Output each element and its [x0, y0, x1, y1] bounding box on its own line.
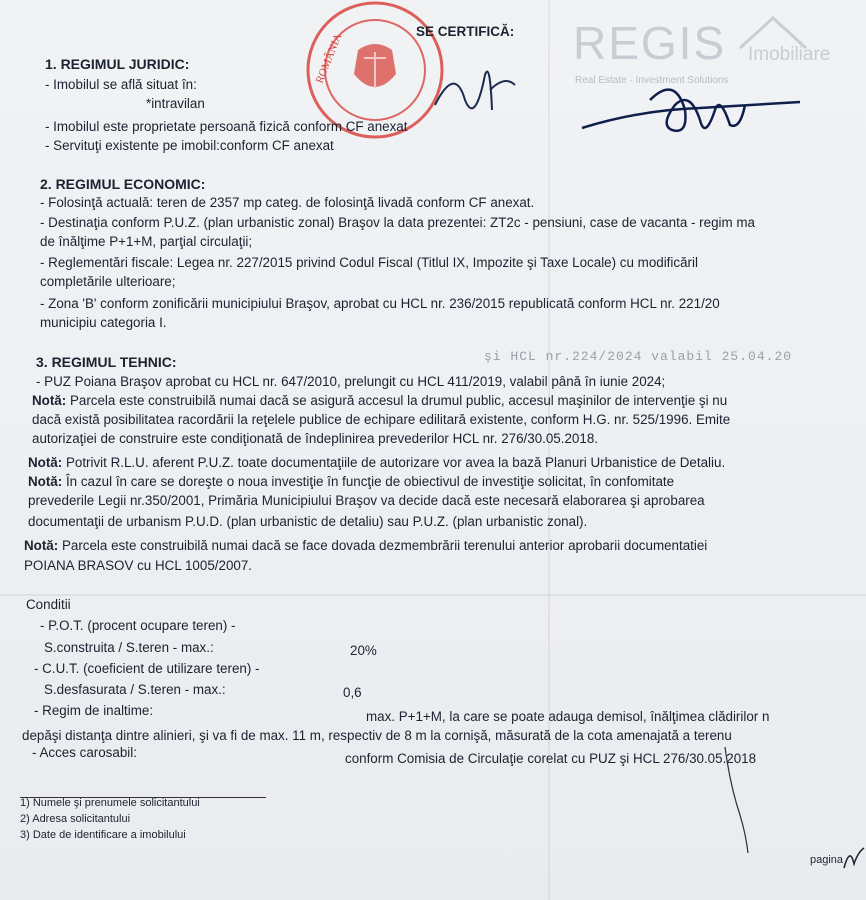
s2-line-2: - Destinaţia conform P.U.Z. (plan urbanistic zonal) Braşov la data prezentei: ZT2c - pensiuni, case de vacanta - regim ma [40, 215, 755, 230]
note-text: Parcela este construibilă numai dacă se asigură accesul la drumul public, accesul maşinilor de intervenţie şi nu [69, 393, 728, 408]
stamp-label: ROMÂNIA [313, 31, 345, 86]
note-label: Notă: [32, 393, 67, 408]
s3-line-1: - PUZ Poiana Braşov aprobat cu HCL nr. 647/2010, prelungit cu HCL 411/2019, valabil până în iunie 2024; [36, 374, 666, 389]
s3-note-4 [24, 538, 707, 554]
note-text: În cazul în care se doreşte o noua investiţie în funcţie de obiectivul de investiţie solicitat, în confomitate [65, 474, 675, 489]
page-number-scribble [840, 842, 866, 872]
section-2-title: 2. REGIMUL ECONOMIC: [40, 176, 206, 192]
s1-line-1: - Imobilul se află situat în: [45, 77, 197, 92]
note-text: Potrivit R.L.U. aferent P.U.Z. toate documentaţiile de autorizare vor avea la bază Planuri Urbanistice de Detaliu. [65, 455, 726, 470]
s2-line-3: de înălţime P+1+M, parţial circulaţii; [40, 234, 253, 249]
s1-line-2: *intravilan [146, 96, 205, 111]
s3-note-3b: prevederile Legii nr.350/2001, Primăria Municipiului Braşov va decide dacă este necesară elaborarea şi aprobarea [28, 493, 705, 508]
s2-line-7: municipiu categoria I. [40, 315, 167, 330]
regis-logo: REGIS [573, 17, 727, 69]
cut-value: 0,6 [343, 685, 362, 700]
signature-small [430, 55, 520, 125]
footnote-1: 1) Numele şi prenumele solicitantului [20, 797, 200, 809]
acces-value: conform Comisia de Circulaţie corelat cu PUZ şi HCL 276/30.05.2018 [345, 751, 757, 766]
section-1-title: 1. REGIMUL JURIDIC: [45, 56, 190, 72]
s3-note-1b: dacă există posibilitatea racordării la reţelele publice de echipare edilitară existente, conform H.G. nr. 525/1996. Emite [32, 412, 731, 427]
regim-label: - Regim de inaltime: [34, 703, 154, 718]
s2-line-5: completările ulterioare; [40, 274, 176, 289]
s3-note-1 [32, 393, 727, 409]
regis-tagline: Real Estate · Investment Solutions [575, 75, 729, 86]
regis-imobiliare: Imobiliare [748, 44, 831, 65]
faint-overprint: şi HCL nr.224/2024 valabil 25.04.20 [484, 349, 793, 364]
regim-cont: depăşi distanţa dintre alinieri, şi va fi de max. 11 m, respectiv de 8 m la cornişă, măsurată de la cota amenajată a terenu [22, 728, 732, 743]
s3-note-1c: autorizaţiei de construire este condiţionată de îndeplinirea prevederilor HCL nr. 276/30.05.2018. [32, 431, 598, 446]
pot-formula: S.construita / S.teren - max.: [44, 640, 214, 655]
s2-line-6: - Zona 'B' conform zonificării municipiului Braşov, aprobat cu HCL nr. 236/2015 republicată conform HCL nr. 221/20 [40, 296, 720, 311]
s1-line-4: - Servituţi existente pe imobil:conform CF anexat [45, 138, 334, 153]
s3-note-3c: documentaţii de urbanism P.U.D. (plan urbanistic de detaliu) sau P.U.Z. (plan urbanistic zonal). [28, 514, 588, 529]
acces-label: - Acces carosabil: [32, 745, 137, 760]
note-text: Parcela este construibilă numai dacă se face dovada dezmembrării terenului anterior aprobarii documentatiei [61, 538, 708, 553]
pot-label: - P.O.T. (procent ocupare teren) - [40, 618, 236, 633]
s3-note-4b: POIANA BRASOV cu HCL 1005/2007. [24, 558, 253, 573]
footnote-2: 2) Adresa solicitantului [20, 813, 131, 825]
note-label: Notă: [28, 474, 63, 489]
note-label: Notă: [28, 455, 63, 470]
cut-label: - C.U.T. (coeficient de utilizare teren) - [34, 661, 260, 676]
s2-line-1: - Folosinţă actuală: teren de 2357 mp categ. de folosinţă livadă conform CF anexat. [40, 195, 535, 210]
certifica-heading: SE CERTIFICĂ: [416, 24, 515, 39]
signature [580, 80, 810, 150]
house-logo-icon [738, 14, 808, 50]
paper-fold [0, 594, 866, 596]
page-label: pagina [810, 854, 844, 866]
s3-note-2 [28, 455, 725, 471]
pot-value: 20% [350, 643, 377, 658]
conditii-title: Conditii [26, 597, 71, 612]
pen-stroke [700, 745, 760, 855]
s3-note-3 [28, 474, 674, 490]
section-3-title: 3. REGIMUL TEHNIC: [36, 354, 177, 370]
footnote-3: 3) Date de identificare a imobilului [20, 829, 186, 841]
note-label: Notă: [24, 538, 59, 553]
s1-line-3: - Imobilul este proprietate persoană fizică conform CF anexat [45, 119, 408, 134]
regim-value: max. P+1+M, la care se poate adauga demisol, înălţimea clădirilor n [366, 709, 770, 724]
s2-line-4: - Reglementări fiscale: Legea nr. 227/2015 privind Codul Fiscal (Titlul IX, Impozite şi Taxe Locale) cu modificăril [40, 255, 698, 270]
cut-formula: S.desfasurata / S.teren - max.: [44, 682, 226, 697]
